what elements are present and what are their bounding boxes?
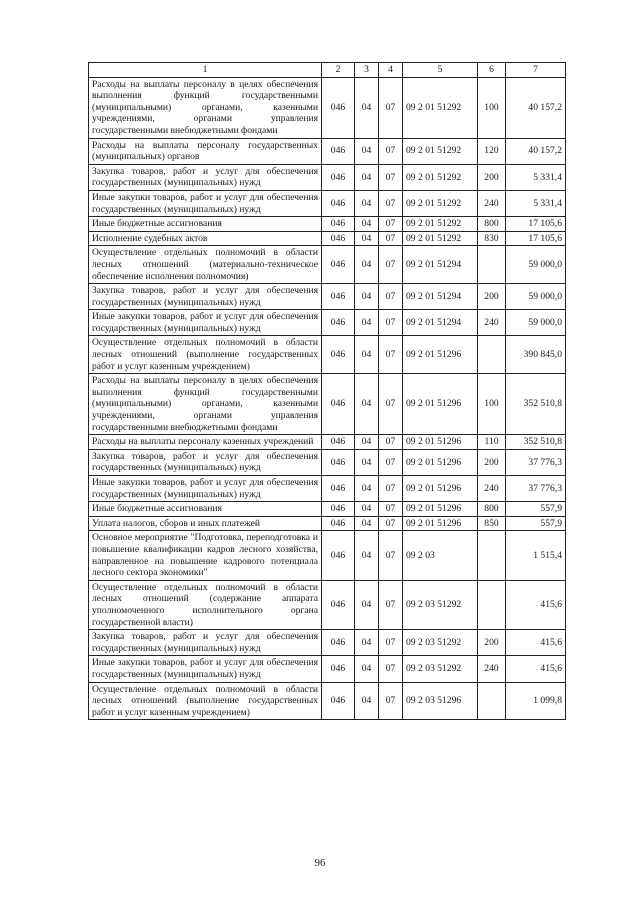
row-amount: 17 105,6 (506, 217, 566, 232)
row-admin-code: 046 (322, 502, 355, 517)
row-expense-type (478, 531, 506, 580)
table-row (89, 502, 566, 517)
row-subsection: 07 (379, 630, 403, 656)
row-subsection: 07 (379, 682, 403, 720)
row-section: 04 (355, 476, 379, 502)
table-row (89, 77, 566, 138)
row-section: 04 (355, 310, 379, 336)
row-subsection: 07 (379, 449, 403, 475)
table-row (89, 231, 566, 246)
row-section: 04 (355, 580, 379, 629)
row-section: 04 (355, 138, 379, 164)
row-section: 04 (355, 77, 379, 138)
page-number: 96 (314, 857, 326, 869)
table-row (89, 531, 566, 580)
row-expense-type (478, 682, 506, 720)
row-subsection: 07 (379, 190, 403, 216)
row-description: Осуществление отдельных полномочий в области лесных отношений (содержание аппарата уполномоченного исполнительного органа государственной власти) (89, 580, 322, 629)
row-description: Осуществление отдельных полномочий в области лесных отношений (выполнение государственных работ и услуг казенным учреждением) (89, 682, 322, 720)
row-subsection: 07 (379, 246, 403, 284)
row-expense-type (478, 580, 506, 629)
table-row (89, 435, 566, 450)
row-admin-code: 046 (322, 164, 355, 190)
row-subsection: 07 (379, 284, 403, 310)
row-section: 04 (355, 284, 379, 310)
row-admin-code: 046 (322, 217, 355, 232)
row-subsection: 07 (379, 164, 403, 190)
table-row (89, 449, 566, 475)
row-amount: 5 331,4 (506, 190, 566, 216)
row-expense-type: 110 (478, 435, 506, 450)
row-description: Закупка товаров, работ и услуг для обеспечения государственных (муниципальных) нужд (89, 449, 322, 475)
row-section: 04 (355, 630, 379, 656)
row-section: 04 (355, 502, 379, 517)
row-target-article: 09 2 01 51296 (403, 476, 478, 502)
row-admin-code: 046 (322, 246, 355, 284)
row-description: Закупка товаров, работ и услуг для обеспечения государственных (муниципальных) нужд (89, 164, 322, 190)
table-row (89, 630, 566, 656)
row-amount: 352 510,8 (506, 374, 566, 435)
row-admin-code: 046 (322, 682, 355, 720)
row-target-article: 09 2 01 51294 (403, 284, 478, 310)
table-row (89, 217, 566, 232)
row-target-article: 09 2 01 51292 (403, 77, 478, 138)
row-amount: 59 000,0 (506, 310, 566, 336)
header-col-4: 4 (379, 63, 403, 78)
row-description: Уплата налогов, сборов и иных платежей (89, 516, 322, 531)
row-admin-code: 046 (322, 336, 355, 374)
row-amount: 352 510,8 (506, 435, 566, 450)
row-target-article: 09 2 01 51296 (403, 336, 478, 374)
row-subsection: 07 (379, 77, 403, 138)
row-section: 04 (355, 682, 379, 720)
row-target-article: 09 2 01 51292 (403, 231, 478, 246)
row-target-article: 09 2 01 51292 (403, 190, 478, 216)
table-row (89, 516, 566, 531)
row-admin-code: 046 (322, 449, 355, 475)
row-amount: 1 099,8 (506, 682, 566, 720)
row-admin-code: 046 (322, 190, 355, 216)
row-subsection: 07 (379, 374, 403, 435)
row-subsection: 07 (379, 310, 403, 336)
row-amount: 415,6 (506, 656, 566, 682)
row-description: Расходы на выплаты персоналу государственных (муниципальных) органов (89, 138, 322, 164)
row-admin-code: 046 (322, 310, 355, 336)
row-subsection: 07 (379, 217, 403, 232)
row-subsection: 07 (379, 656, 403, 682)
row-description: Расходы на выплаты персоналу в целях обеспечения выполнения функций государственными (муниципальными) органами, казенными учреждениями, органами управления государственными внебюджетными фондами (89, 77, 322, 138)
row-expense-type: 800 (478, 217, 506, 232)
row-subsection: 07 (379, 138, 403, 164)
row-amount: 37 776,3 (506, 476, 566, 502)
row-amount: 415,6 (506, 630, 566, 656)
header-col-5: 5 (403, 63, 478, 78)
row-expense-type: 240 (478, 476, 506, 502)
row-section: 04 (355, 435, 379, 450)
row-subsection: 07 (379, 502, 403, 517)
row-description: Основное мероприятие "Подготовка, переподготовка и повышение квалификации кадров лесного хозяйства, направленное на повышение кадрового потенциала лесного сектора экономики" (89, 531, 322, 580)
row-section: 04 (355, 217, 379, 232)
row-description: Иные закупки товаров, работ и услуг для обеспечения государственных (муниципальных) нужд (89, 656, 322, 682)
row-admin-code: 046 (322, 77, 355, 138)
row-target-article: 09 2 03 51296 (403, 682, 478, 720)
row-admin-code: 046 (322, 531, 355, 580)
row-amount: 59 000,0 (506, 246, 566, 284)
row-amount: 17 105,6 (506, 231, 566, 246)
row-section: 04 (355, 231, 379, 246)
row-expense-type (478, 246, 506, 284)
table-row (89, 310, 566, 336)
row-expense-type: 200 (478, 164, 506, 190)
row-admin-code: 046 (322, 374, 355, 435)
table-row (89, 656, 566, 682)
row-description: Расходы на выплаты персоналу в целях обеспечения выполнения функций государственными (муниципальными) органами, казенными учреждениями, органами управления государственными внебюджетными фондами (89, 374, 322, 435)
row-amount: 390 845,0 (506, 336, 566, 374)
row-amount: 557,9 (506, 516, 566, 531)
table-row (89, 246, 566, 284)
row-section: 04 (355, 449, 379, 475)
row-section: 04 (355, 656, 379, 682)
row-description: Иные закупки товаров, работ и услуг для обеспечения государственных (муниципальных) нужд (89, 476, 322, 502)
table-row (89, 374, 566, 435)
row-admin-code: 046 (322, 435, 355, 450)
row-target-article: 09 2 01 51296 (403, 374, 478, 435)
row-admin-code: 046 (322, 284, 355, 310)
row-expense-type: 240 (478, 190, 506, 216)
row-target-article: 09 2 03 51292 (403, 630, 478, 656)
row-admin-code: 046 (322, 516, 355, 531)
row-section: 04 (355, 374, 379, 435)
row-description: Исполнение судебных актов (89, 231, 322, 246)
row-amount: 37 776,3 (506, 449, 566, 475)
row-admin-code: 046 (322, 476, 355, 502)
row-section: 04 (355, 164, 379, 190)
row-expense-type: 200 (478, 449, 506, 475)
row-target-article: 09 2 01 51292 (403, 217, 478, 232)
budget-table (88, 62, 566, 720)
row-expense-type: 240 (478, 656, 506, 682)
header-col-6: 6 (478, 63, 506, 78)
row-section: 04 (355, 531, 379, 580)
row-target-article: 09 2 01 51296 (403, 502, 478, 517)
row-amount: 59 000,0 (506, 284, 566, 310)
row-target-article: 09 2 01 51294 (403, 310, 478, 336)
row-target-article: 09 2 03 51292 (403, 656, 478, 682)
row-expense-type: 850 (478, 516, 506, 531)
row-target-article: 09 2 01 51296 (403, 449, 478, 475)
row-target-article: 09 2 01 51294 (403, 246, 478, 284)
row-admin-code: 046 (322, 138, 355, 164)
table-row (89, 284, 566, 310)
row-subsection: 07 (379, 580, 403, 629)
row-admin-code: 046 (322, 656, 355, 682)
row-description: Иные бюджетные ассигнования (89, 502, 322, 517)
row-expense-type: 830 (478, 231, 506, 246)
row-amount: 5 331,4 (506, 164, 566, 190)
row-subsection: 07 (379, 516, 403, 531)
row-subsection: 07 (379, 531, 403, 580)
table-row (89, 476, 566, 502)
row-target-article: 09 2 01 51296 (403, 516, 478, 531)
row-expense-type: 100 (478, 374, 506, 435)
row-amount: 415,6 (506, 580, 566, 629)
row-amount: 40 157,2 (506, 77, 566, 138)
row-description: Закупка товаров, работ и услуг для обеспечения государственных (муниципальных) нужд (89, 630, 322, 656)
header-col-7: 7 (506, 63, 566, 78)
row-subsection: 07 (379, 476, 403, 502)
row-description: Осуществление отдельных полномочий в области лесных отношений (выполнение государственных работ и услуг казенным учреждением) (89, 336, 322, 374)
row-expense-type: 200 (478, 630, 506, 656)
row-admin-code: 046 (322, 630, 355, 656)
row-subsection: 07 (379, 336, 403, 374)
header-col-2: 2 (322, 63, 355, 78)
row-subsection: 07 (379, 435, 403, 450)
header-col-3: 3 (355, 63, 379, 78)
row-expense-type: 100 (478, 77, 506, 138)
header-col-1: 1 (89, 63, 322, 78)
row-admin-code: 046 (322, 231, 355, 246)
row-target-article: 09 2 01 51292 (403, 138, 478, 164)
table-row (89, 190, 566, 216)
row-subsection: 07 (379, 231, 403, 246)
row-section: 04 (355, 246, 379, 284)
row-target-article: 09 2 01 51292 (403, 164, 478, 190)
row-amount: 1 515,4 (506, 531, 566, 580)
row-expense-type: 240 (478, 310, 506, 336)
row-description: Иные закупки товаров, работ и услуг для обеспечения государственных (муниципальных) нужд (89, 310, 322, 336)
table-row (89, 580, 566, 629)
row-section: 04 (355, 516, 379, 531)
row-section: 04 (355, 336, 379, 374)
table-row (89, 336, 566, 374)
row-description: Иные бюджетные ассигнования (89, 217, 322, 232)
row-description: Закупка товаров, работ и услуг для обеспечения государственных (муниципальных) нужд (89, 284, 322, 310)
row-expense-type: 120 (478, 138, 506, 164)
row-target-article: 09 2 03 51292 (403, 580, 478, 629)
row-expense-type: 800 (478, 502, 506, 517)
row-expense-type (478, 336, 506, 374)
row-expense-type: 200 (478, 284, 506, 310)
row-target-article: 09 2 03 (403, 531, 478, 580)
row-description: Расходы на выплаты персоналу казенных учреждений (89, 435, 322, 450)
table-row (89, 164, 566, 190)
row-admin-code: 046 (322, 580, 355, 629)
row-description: Осуществление отдельных полномочий в области лесных отношений (материально-техническое обеспечение исполнения полномочия) (89, 246, 322, 284)
table-row (89, 138, 566, 164)
table-row (89, 682, 566, 720)
row-amount: 557,9 (506, 502, 566, 517)
row-description: Иные закупки товаров, работ и услуг для обеспечения государственных (муниципальных) нужд (89, 190, 322, 216)
row-amount: 40 157,2 (506, 138, 566, 164)
row-section: 04 (355, 190, 379, 216)
table-header-row (89, 63, 566, 78)
row-target-article: 09 2 01 51296 (403, 435, 478, 450)
